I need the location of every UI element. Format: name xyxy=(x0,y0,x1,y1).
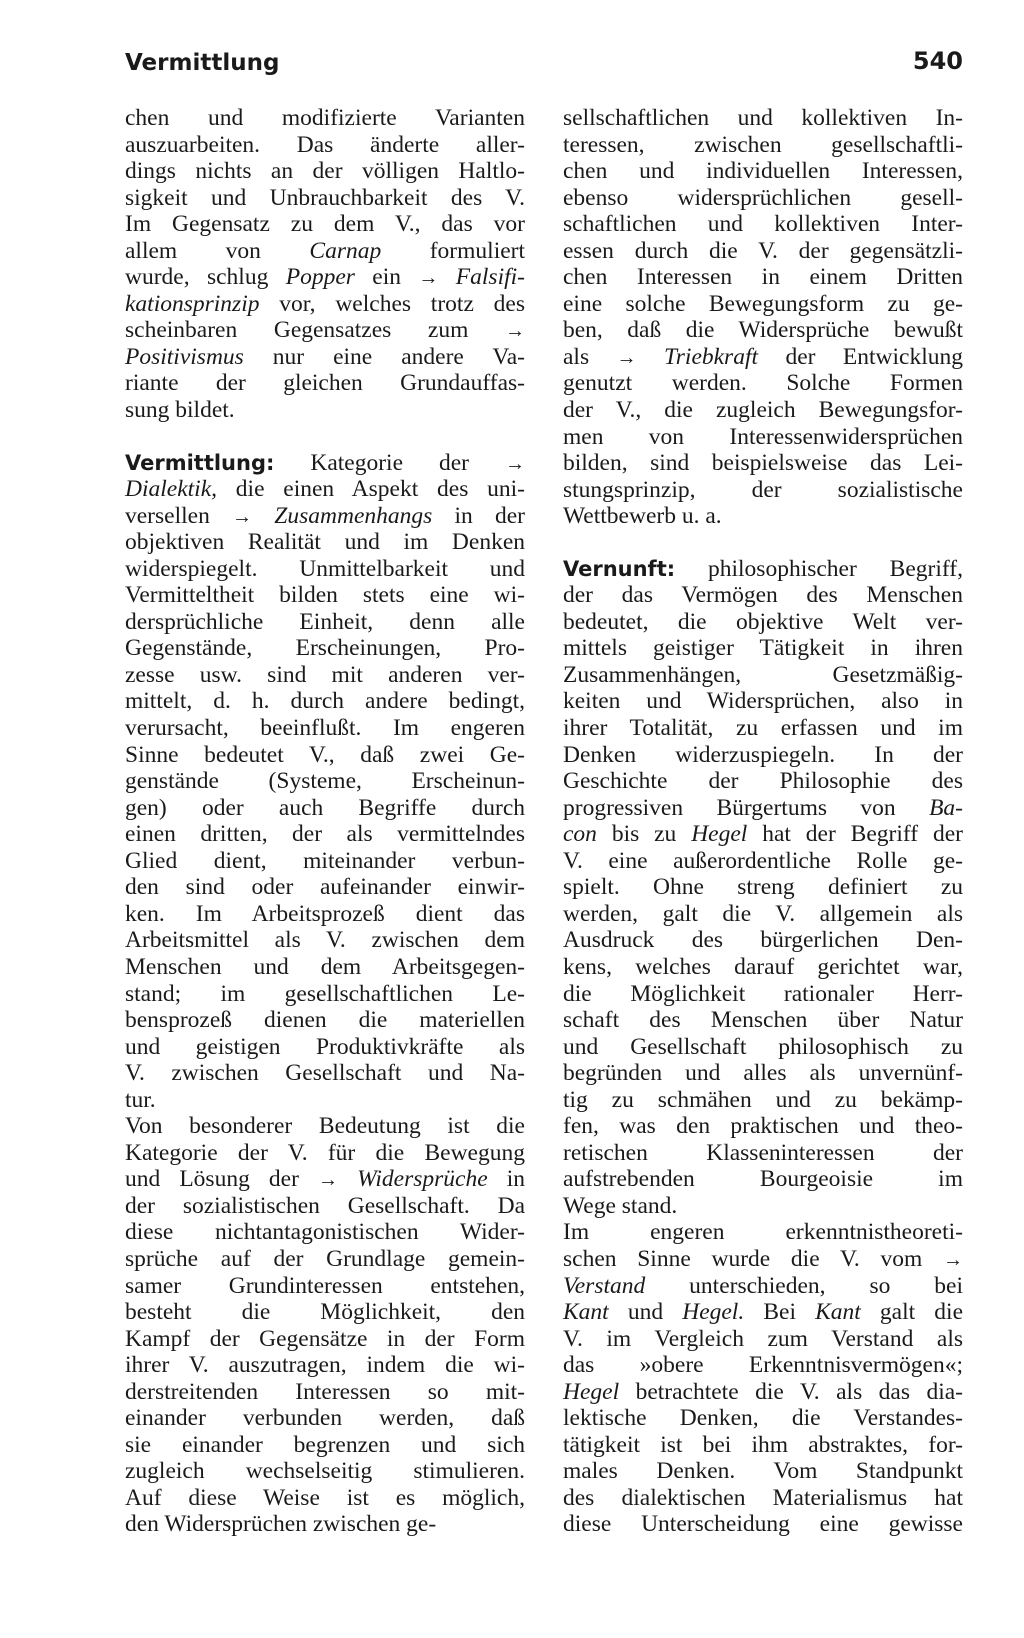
text-line xyxy=(125,1060,525,1087)
text-line xyxy=(125,291,525,318)
text-line xyxy=(563,795,963,822)
text-fragment: Wettbewerb u. a. xyxy=(563,503,722,530)
left-text-column xyxy=(125,105,525,1538)
text-fragment: sie einander begrenzen und sich xyxy=(125,1431,525,1458)
text-fragment: stand; im gesellschaftlichen Le- xyxy=(125,980,525,1007)
text-line xyxy=(125,821,525,848)
text-fragment: keiten und Widersprüchen, also in xyxy=(563,688,963,715)
text-fragment: schaftlichen und kollektiven Inter- xyxy=(563,211,963,238)
text-line xyxy=(563,742,963,769)
cross-reference-term: Hegel xyxy=(691,821,748,848)
text-line xyxy=(125,874,525,901)
text-fragment: die einen Aspekt des uni- xyxy=(217,476,525,503)
text-line xyxy=(125,185,525,212)
text-fragment: V. im Vergleich zum Verstand als xyxy=(563,1325,963,1352)
text-fragment: sigkeit und Unbrauchbarkeit des V. xyxy=(125,184,525,211)
text-line xyxy=(563,635,963,662)
cross-reference-term: Dialektik, xyxy=(125,476,218,503)
cross-reference-term: Triebkraft xyxy=(664,343,759,370)
text-fragment: als xyxy=(563,343,617,370)
text-line xyxy=(125,1458,525,1485)
text-fragment xyxy=(438,264,455,290)
text-line xyxy=(563,185,963,212)
text-fragment: spielt. Ohne streng definiert zu xyxy=(563,874,963,901)
see-reference-arrow: → xyxy=(943,1248,963,1271)
text-line xyxy=(125,238,525,265)
text-fragment: Geschichte der Philosophie des xyxy=(563,768,963,795)
text-line xyxy=(125,264,525,291)
text-fragment: ken. Im Arbeitsprozeß dient das xyxy=(125,900,525,927)
text-line xyxy=(125,768,525,795)
text-line xyxy=(125,1246,525,1273)
text-fragment: men von Interessenwidersprüchen xyxy=(563,423,963,450)
text-fragment: der V., die zugleich Bewegungsfor- xyxy=(563,397,963,424)
text-fragment: V. zwischen Gesellschaft und Na- xyxy=(125,1060,525,1087)
text-fragment: tätigkeit ist bei ihm abstraktes, for- xyxy=(563,1431,963,1458)
text-fragment: sellschaftlichen und kollektiven In- xyxy=(563,105,963,131)
text-fragment: sprüche auf der Grundlage gemein- xyxy=(125,1245,525,1272)
text-line xyxy=(125,397,525,424)
text-line xyxy=(563,1219,963,1246)
text-line xyxy=(125,1326,525,1353)
text-fragment: den Widersprüchen zwischen ge- xyxy=(125,1511,437,1538)
text-line xyxy=(563,848,963,875)
text-line xyxy=(563,821,963,848)
text-fragment xyxy=(338,1166,357,1192)
text-fragment: objektiven Realität und im Denken xyxy=(125,529,525,556)
text-fragment: Wege stand. xyxy=(563,1192,678,1219)
text-fragment: bis zu xyxy=(596,821,692,848)
text-fragment: males Denken. Vom Standpunkt xyxy=(563,1458,963,1485)
text-line xyxy=(125,450,525,477)
cross-reference-term: Hegel. xyxy=(682,1299,745,1326)
text-line xyxy=(125,132,525,159)
text-fragment: Kampf der Gegensätze in der Form xyxy=(125,1325,525,1352)
text-fragment: ein xyxy=(354,264,419,291)
text-line xyxy=(125,848,525,875)
text-line xyxy=(563,688,963,715)
right-text-column xyxy=(563,105,963,1538)
text-fragment: chen und modifizierte Varianten xyxy=(125,105,525,131)
text-fragment: Arbeitsmittel als V. zwischen dem xyxy=(125,927,525,954)
text-line xyxy=(125,1034,525,1061)
text-line xyxy=(563,582,963,609)
text-fragment: sung bildet. xyxy=(125,397,235,424)
text-fragment: aufstrebenden Bourgeoisie im xyxy=(563,1166,963,1193)
text-fragment: chen und individuellen Interessen, xyxy=(563,158,963,185)
text-line xyxy=(563,291,963,318)
text-fragment: samer Grundinteressen entstehen, xyxy=(125,1272,525,1299)
text-fragment: tig zu schmähen und zu bekämp- xyxy=(563,1086,963,1113)
text-line xyxy=(563,954,963,981)
text-line xyxy=(125,158,525,185)
text-line xyxy=(563,1087,963,1114)
text-line xyxy=(563,211,963,238)
cross-reference-term: Positivismus xyxy=(125,343,244,370)
text-line xyxy=(563,1166,963,1193)
text-fragment: ben, daß die Widersprüche bewußt xyxy=(563,317,963,344)
see-reference-arrow: → xyxy=(232,505,253,528)
text-fragment: Ausdruck des bürgerlichen Den- xyxy=(563,927,963,954)
text-fragment: tur. xyxy=(125,1086,156,1113)
text-line xyxy=(563,370,963,397)
text-fragment: diese Unterscheidung eine gewisse xyxy=(563,1511,963,1538)
text-fragment: retischen Klasseninteressen der xyxy=(563,1139,963,1166)
text-fragment: einander verbunden werden, daß xyxy=(125,1405,525,1432)
text-line xyxy=(125,1273,525,1300)
text-line xyxy=(125,1485,525,1512)
text-line xyxy=(125,1113,525,1140)
text-line xyxy=(125,954,525,981)
text-fragment: allem von xyxy=(125,237,310,264)
running-title: Vermittlung xyxy=(125,50,280,76)
text-line xyxy=(563,1485,963,1512)
text-fragment: genstände (Systeme, Erscheinun- xyxy=(125,768,525,795)
text-line xyxy=(563,1379,963,1406)
text-line xyxy=(563,1405,963,1432)
cross-reference-term: con xyxy=(563,821,597,848)
text-line xyxy=(125,1511,525,1538)
text-fragment: Sinne bedeutet V., daß zwei Ge- xyxy=(125,741,525,768)
see-reference-arrow: → xyxy=(616,346,637,369)
text-fragment: zesse usw. sind mit anderen ver- xyxy=(125,661,525,688)
page-number: 540 xyxy=(912,47,963,75)
text-line xyxy=(563,477,963,504)
text-fragment: und Lösung der xyxy=(125,1166,318,1193)
cross-reference-term: kationsprinzip xyxy=(125,290,260,317)
text-line xyxy=(563,874,963,901)
text-fragment: in xyxy=(487,1166,526,1193)
text-line xyxy=(563,1246,963,1273)
text-fragment: mittels geistiger Tätigkeit in ihren xyxy=(563,635,963,662)
text-fragment: der Entwicklung xyxy=(758,343,963,370)
text-fragment: derstreitenden Interessen so mit- xyxy=(125,1378,525,1405)
cross-reference-term: Kant xyxy=(563,1299,609,1326)
text-line xyxy=(125,1166,525,1193)
text-line xyxy=(125,1405,525,1432)
text-line xyxy=(125,1379,525,1406)
text-line xyxy=(125,742,525,769)
text-line xyxy=(125,981,525,1008)
text-fragment xyxy=(637,344,664,370)
text-fragment: ihrer Totalität, zu erfassen und im xyxy=(563,715,963,742)
text-fragment: fen, was den praktischen und theo- xyxy=(563,1113,963,1140)
text-line xyxy=(125,1432,525,1459)
text-line xyxy=(563,158,963,185)
text-line xyxy=(563,503,963,530)
text-fragment: der sozialistischen Gesellschaft. Da xyxy=(125,1192,525,1219)
text-fragment: verursacht, beeinflußt. Im engeren xyxy=(125,715,525,742)
text-fragment: und geistigen Produktivkräfte als xyxy=(125,1033,525,1060)
text-line xyxy=(125,927,525,954)
text-line xyxy=(563,609,963,636)
text-fragment: ihrer V. auszutragen, indem die wi- xyxy=(125,1352,525,1379)
text-line xyxy=(125,1007,525,1034)
text-line xyxy=(125,1140,525,1167)
text-line xyxy=(563,1273,963,1300)
entry-headword: Vermittlung: xyxy=(125,450,275,475)
text-line xyxy=(563,397,963,424)
text-fragment: stungsprinzip, der sozialistische xyxy=(563,476,963,503)
text-fragment: scheinbaren Gegensatzes zum xyxy=(125,317,505,344)
text-line xyxy=(563,132,963,159)
text-fragment: teressen, zwischen gesellschaftli- xyxy=(563,131,963,158)
text-fragment: mittelt, d. h. durch andere bedingt, xyxy=(125,688,525,715)
text-fragment: den sind oder aufeinander einwir- xyxy=(125,874,525,901)
text-fragment: V. eine außerordentliche Rolle ge- xyxy=(563,847,963,874)
text-fragment: werden, galt die V. allgemein als xyxy=(563,900,963,927)
text-fragment: formuliert xyxy=(381,237,526,264)
text-fragment: eine solche Bewegungsform zu ge- xyxy=(563,290,963,317)
text-line xyxy=(563,1034,963,1061)
text-fragment: begründen und alles als unvernünf- xyxy=(563,1060,963,1087)
text-fragment: Auf diese Weise ist es möglich, xyxy=(125,1484,525,1511)
see-reference-arrow: → xyxy=(418,267,439,290)
text-line xyxy=(563,424,963,451)
text-line xyxy=(563,1060,963,1087)
text-line xyxy=(125,211,525,238)
text-line xyxy=(125,662,525,689)
text-fragment: chen Interessen in einem Dritten xyxy=(563,264,963,291)
text-fragment: hat der Begriff der xyxy=(747,821,963,848)
text-fragment: der das Vermögen des Menschen xyxy=(563,582,963,609)
text-line xyxy=(125,105,525,132)
entry-headword: Vernunft: xyxy=(563,556,676,581)
text-fragment: zugleich wechselseitig stimulieren. xyxy=(125,1458,525,1485)
text-fragment: des dialektischen Materialismus hat xyxy=(563,1484,963,1511)
text-fragment: das »obere Erkenntnisvermögen«; xyxy=(563,1352,963,1379)
text-fragment: bedeutet, die objektive Welt ver- xyxy=(563,608,963,635)
see-reference-arrow: → xyxy=(505,320,525,343)
text-line xyxy=(125,503,525,530)
text-fragment: dersprüchliche Einheit, denn alle xyxy=(125,608,525,635)
text-line xyxy=(125,635,525,662)
text-line xyxy=(125,1299,525,1326)
text-line xyxy=(125,609,525,636)
text-fragment: gen) oder auch Begriffe durch xyxy=(125,794,525,821)
see-reference-arrow: → xyxy=(318,1169,338,1192)
text-line xyxy=(563,1140,963,1167)
text-line xyxy=(125,1193,525,1220)
cross-reference-term: Verstand xyxy=(563,1272,646,1299)
see-reference-arrow: → xyxy=(505,452,525,475)
text-line xyxy=(125,795,525,822)
text-fragment: philosophischer Begriff, xyxy=(675,555,963,582)
text-fragment: Gegenstände, Erscheinungen, Pro- xyxy=(125,635,525,662)
cross-reference-term: Ba- xyxy=(929,794,963,821)
text-line xyxy=(125,582,525,609)
text-line xyxy=(563,981,963,1008)
text-fragment: betrachtete die V. als das dia- xyxy=(619,1378,963,1405)
text-fragment: einen dritten, der als vermittelndes xyxy=(125,821,525,848)
cross-reference-term: Zusammenhangs xyxy=(274,502,433,529)
text-line xyxy=(563,1511,963,1538)
text-fragment: und xyxy=(608,1299,683,1326)
text-fragment: Zusammenhängen, Gesetzmäßig- xyxy=(563,661,963,688)
text-fragment: Im engeren erkenntnistheoreti- xyxy=(563,1219,963,1246)
text-fragment: unterschieden, so bei xyxy=(645,1272,963,1299)
text-fragment: bensprozeß dienen die materiellen xyxy=(125,1007,525,1034)
text-fragment: in der xyxy=(432,502,525,529)
cross-reference-term: Hegel xyxy=(563,1378,620,1405)
text-fragment: Im Gegensatz zu dem V., das vor xyxy=(125,211,525,238)
text-line xyxy=(563,105,963,132)
text-line xyxy=(563,556,963,583)
text-line xyxy=(563,927,963,954)
text-line xyxy=(125,370,525,397)
text-line xyxy=(563,317,963,344)
text-line xyxy=(563,1432,963,1459)
running-header xyxy=(125,47,963,90)
text-fragment: Vermitteltheit bilden stets eine wi- xyxy=(125,582,525,609)
text-fragment: nur eine andere Va- xyxy=(243,343,525,370)
text-line xyxy=(563,1326,963,1353)
text-fragment: widerspiegelt. Unmittelbarkeit und xyxy=(125,555,525,582)
text-fragment: progressiven Bürgertums von xyxy=(563,794,930,821)
text-fragment: lektische Denken, die Verstandes- xyxy=(563,1405,963,1432)
text-line xyxy=(125,1352,525,1379)
text-line xyxy=(563,450,963,477)
text-line xyxy=(125,688,525,715)
text-fragment: versellen xyxy=(125,502,233,529)
text-fragment: dings nichts an der völligen Haltlo- xyxy=(125,158,525,185)
text-fragment: besteht die Möglichkeit, den xyxy=(125,1299,525,1326)
text-line xyxy=(125,344,525,371)
text-fragment: wurde, schlug xyxy=(125,264,286,291)
text-line xyxy=(563,1458,963,1485)
text-fragment: diese nichtantagonistischen Wider- xyxy=(125,1219,525,1246)
text-fragment: Denken widerzuspiegeln. In der xyxy=(563,741,963,768)
text-line xyxy=(563,344,963,371)
text-line xyxy=(563,1299,963,1326)
text-fragment: bilden, sind beispielsweise das Lei- xyxy=(563,450,963,477)
text-fragment: die Möglichkeit rationaler Herr- xyxy=(563,980,963,1007)
text-line xyxy=(125,317,525,344)
text-fragment xyxy=(252,503,274,529)
text-fragment: ebenso widersprüchlichen gesell- xyxy=(563,184,963,211)
text-line xyxy=(563,768,963,795)
text-fragment: auszuarbeiten. Das änderte aller- xyxy=(125,131,525,158)
text-fragment: Kategorie der xyxy=(274,449,505,476)
text-line xyxy=(125,1219,525,1246)
text-line xyxy=(125,901,525,928)
text-line xyxy=(125,476,525,503)
text-fragment: Von besonderer Bedeutung ist die xyxy=(125,1113,525,1140)
text-line xyxy=(563,1007,963,1034)
text-line xyxy=(125,715,525,742)
text-fragment: genutzt werden. Solche Formen xyxy=(563,370,963,397)
text-line xyxy=(563,662,963,689)
cross-reference-term: Falsifi- xyxy=(455,264,525,291)
cross-reference-term: Widersprüche xyxy=(357,1166,488,1193)
text-fragment: essen durch die V. der gegensätzli- xyxy=(563,237,963,264)
text-line xyxy=(125,556,525,583)
text-fragment: und Gesellschaft philosophisch zu xyxy=(563,1033,963,1060)
text-line xyxy=(563,1193,963,1220)
text-line xyxy=(563,715,963,742)
text-line xyxy=(563,901,963,928)
text-fragment: schen Sinne wurde die V. vom xyxy=(563,1245,943,1272)
text-fragment: vor, welches trotz des xyxy=(259,290,525,317)
text-line xyxy=(125,1087,525,1114)
text-line xyxy=(563,1352,963,1379)
text-line xyxy=(563,238,963,265)
text-fragment: Bei xyxy=(744,1299,816,1326)
text-fragment: kens, welches darauf gerichtet war, xyxy=(563,953,963,980)
text-fragment: Menschen und dem Arbeitsgegen- xyxy=(125,953,525,980)
cross-reference-term: Carnap xyxy=(309,237,382,264)
text-fragment: Kategorie der V. für die Bewegung xyxy=(125,1139,525,1166)
cross-reference-term: Kant xyxy=(815,1299,861,1326)
text-line xyxy=(125,529,525,556)
cross-reference-term: Popper xyxy=(285,264,355,291)
text-line xyxy=(563,1113,963,1140)
text-fragment: schaft des Menschen über Natur xyxy=(563,1007,963,1034)
text-fragment: galt die xyxy=(860,1299,964,1326)
text-line xyxy=(563,264,963,291)
text-fragment: riante der gleichen Grundauffas- xyxy=(125,370,525,397)
text-fragment: Glied dient, miteinander verbun- xyxy=(125,847,525,874)
